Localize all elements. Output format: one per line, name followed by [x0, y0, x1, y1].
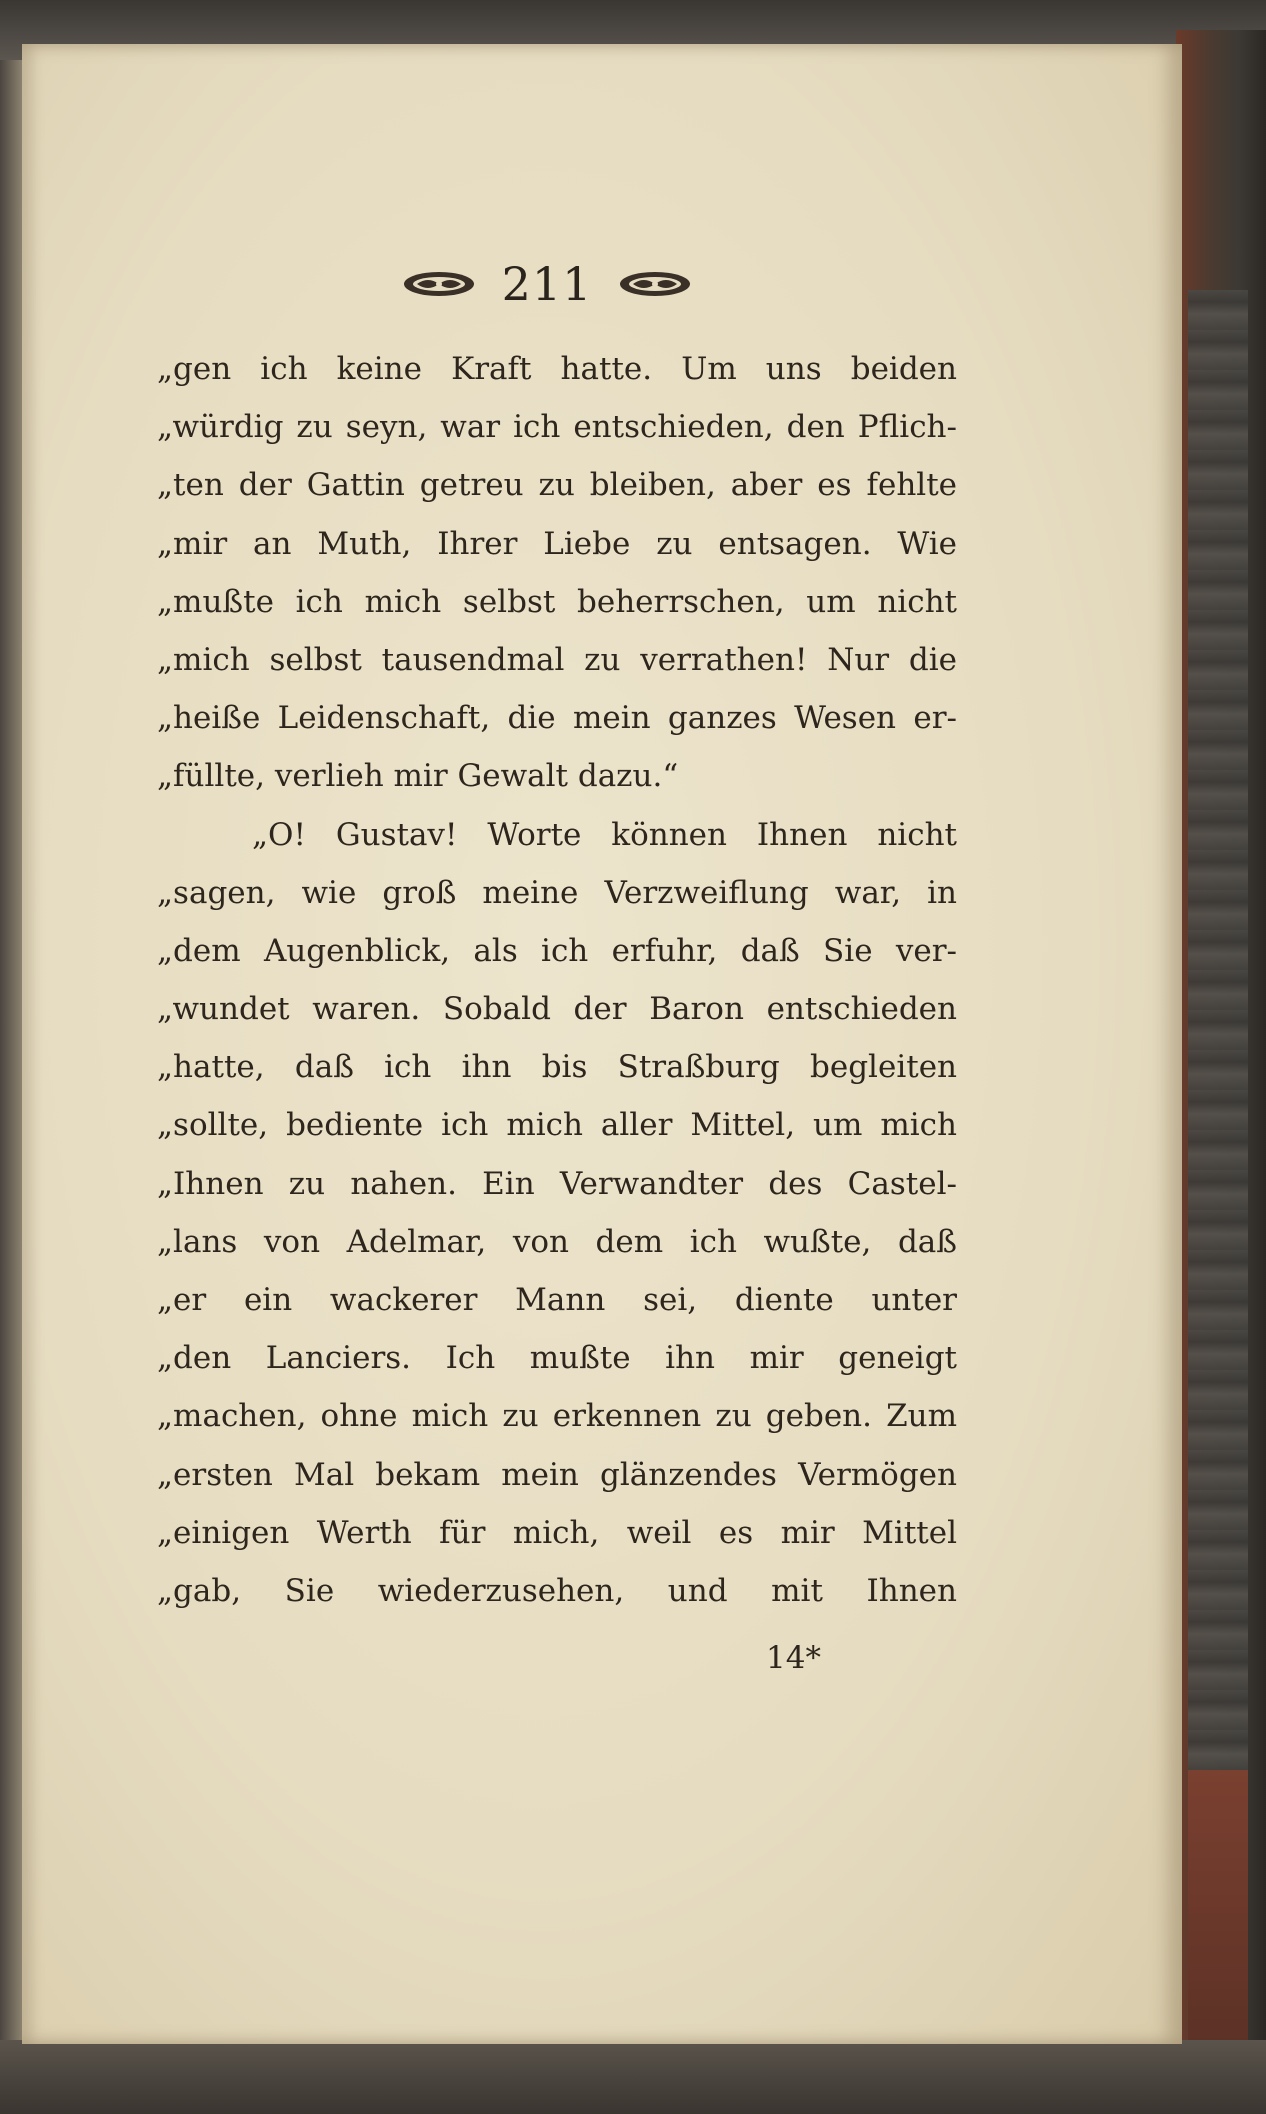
text-line: „ersten Mal bekam mein glänzendes Vermögen	[157, 1456, 957, 1493]
book-page	[22, 44, 1182, 2044]
spine-leather-strip	[1188, 290, 1248, 1770]
text-line: „gab, Sie wiederzusehen, und mit Ihnen	[157, 1572, 957, 1609]
text-line: „mich selbst tausendmal zu verrathen! Nur die	[157, 641, 957, 678]
text-line: „er ein wackerer Mann sei, diente unter	[157, 1282, 957, 1318]
text-line: „Ihnen zu nahen. Ein Verwandter des Castel-	[157, 1165, 957, 1202]
text-line: „ten der Gattin getreu zu bleiben, aber es fehlte	[157, 467, 957, 504]
text-line: „würdig zu seyn, war ich entschieden, den Pflich-	[157, 409, 957, 446]
book-left-edge	[0, 60, 22, 2050]
text-line: „mir an Muth, Ihrer Liebe zu entsagen. Wie	[157, 525, 957, 562]
text-line: „gen ich keine Kraft hatte. Um uns beiden	[157, 351, 957, 387]
text-line: „einigen Werth für mich, weil es mir Mittel	[157, 1514, 957, 1551]
text-line: „hatte, daß ich ihn bis Straßburg begleiten	[157, 1049, 957, 1086]
right-ornament-icon	[618, 269, 692, 299]
text-line: „sagen, wie groß meine Verzweiflung war, in	[157, 874, 957, 911]
book-bottom-edge	[0, 2040, 1266, 2114]
text-line: „lans von Adelmar, von dem ich wußte, daß	[157, 1223, 957, 1260]
left-ornament-icon	[402, 269, 476, 299]
text-line: „dem Augenblick, als ich erfuhr, daß Sie ver-	[157, 932, 957, 969]
text-line: „sollte, bediente ich mich aller Mittel, um mich	[157, 1107, 957, 1144]
text-line: „füllte, verlieh mir Gewalt dazu.“	[157, 758, 679, 795]
signature-mark: 14*	[766, 1640, 821, 1676]
text-line: „heiße Leidenschaft, die mein ganzes Wesen er-	[157, 700, 957, 737]
text-line: „mußte ich mich selbst beherrschen, um nicht	[157, 583, 957, 620]
page-number: 211	[501, 257, 593, 311]
body-text	[157, 340, 957, 1620]
text-line: „O! Gustav! Worte können Ihnen nicht	[252, 816, 957, 853]
text-line: „machen, ohne mich zu erkennen zu geben. Zum	[157, 1398, 957, 1435]
book-spine	[1176, 30, 1266, 2060]
spine-corner-leather	[1188, 1770, 1248, 2070]
page-header	[382, 244, 712, 324]
text-line: „den Lanciers. Ich mußte ihn mir geneigt	[157, 1340, 957, 1377]
text-line: „wundet waren. Sobald der Baron entschieden	[157, 991, 957, 1028]
